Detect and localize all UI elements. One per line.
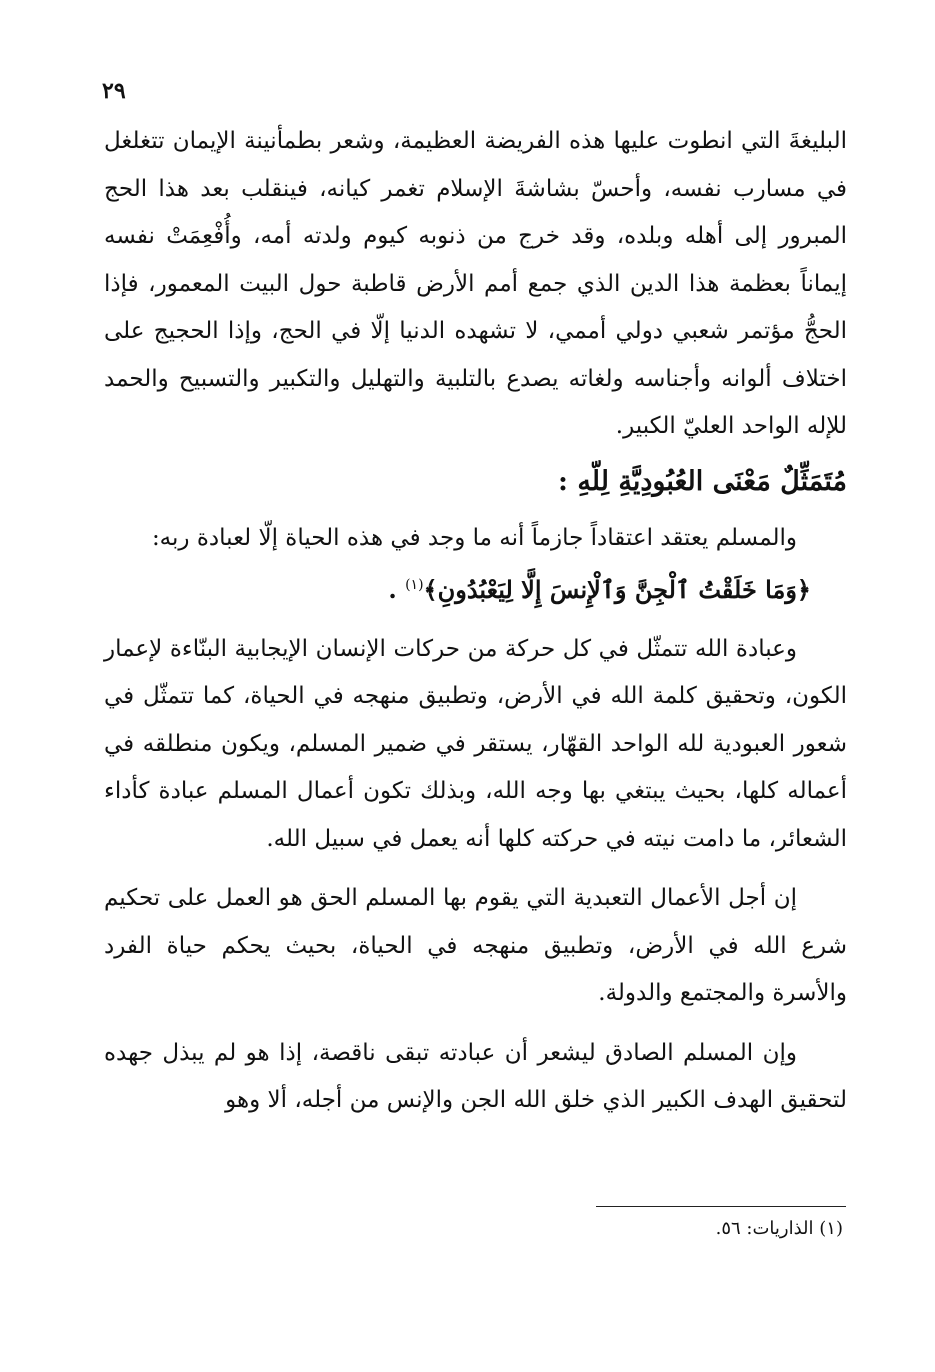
verse-footnote-ref: (١) xyxy=(405,577,424,593)
paragraph-4: إن أجل الأعمال التعبدية التي يقوم بها المسلم الحق هو العمل على تحكيم شرع الله في الأرض، وتطبيق منهجه في الحياة، بحيث يحكم حياة الفرد والأسرة والمجتمع والدولة. xyxy=(104,885,847,1006)
page-body xyxy=(104,118,847,1125)
paragraph-3: وعبادة الله تتمثّل في كل حركة من حركات الإنسان الإيجابية البنّاءة لإعمار الكون، وتحقيق كلمة الله في الأرض، وتطبيق منهجه في الحياة، كما تتمثّل في شعور العبودية لله الواحد القهّار، يستقر في ضمير المسلم، ويكون منطلقه في أعماله كلها، بحيث يبتغي بها وجه الله، وبذلك تكون أعمال المسلم عبادة كأداء الشعائر، ما دامت نيته في حركته كلها أنه يعمل في سبيل الله. xyxy=(104,635,847,852)
page-number: ٢٩ xyxy=(102,78,126,104)
footnote-divider xyxy=(596,1206,846,1207)
paragraph-2: والمسلم يعتقد اعتقاداً جازماً أنه ما وجد في هذه الحياة إلّا لعبادة ربه: xyxy=(151,524,797,551)
paragraph-1: البليغةَ التي انطوت عليها هذه الفريضة العظيمة، وشعر بطمأنينة الإيمان تتغلغل في مسارب نفسه، وأحسّ بشاشةَ الإسلام تغمر كيانه، فينقلب بعد هذا الحج المبرور إلى أهله وبلده، وقد خرج من ذنوبه كيوم ولدته أمه، وأُفْعِمَتْ نفسه إيماناً بعظمة هذا الدين الذي جمع أمم الأرض قاطبة حول البيت المعمور، فإذا الحجُّ مؤتمر شعبي دولي أممي، لا تشهده الدنيا إلّا في الحج، وإذا الحجيج على اختلاف ألوانه وأجناسه ولغاته يصدع بالتلبية والتهليل والتكبير والتسبيح والحمد للإله الواحد العليّ الكبير. xyxy=(104,128,847,439)
section-heading: مُتَمَثِّلٌ مَعْنَى العُبُودِيَّةِ لِلّهِ : xyxy=(557,465,847,497)
quran-verse: ﴿وَمَا خَلَقْتُ ٱلْجِنَّ وَٱلْإِنسَ إِلَّا لِيَعْبُدُونِ﴾$^{(١)}$ . xyxy=(388,575,811,604)
paragraph-5: وإن المسلم الصادق ليشعر أن عبادته تبقى ناقصة، إذا هو لم يبذل جهده لتحقيق الهدف الكبير الذي خلق الله الجن والإنس من أجله، ألا وهو xyxy=(104,1039,847,1113)
footnote: (١) الذاريات: ٥٦. xyxy=(715,1218,843,1239)
verse-text: ﴿وَمَا خَلَقْتُ ٱلْجِنَّ وَٱلْإِنسَ إِلَّا لِيَعْبُدُونِ﴾ xyxy=(423,575,811,604)
